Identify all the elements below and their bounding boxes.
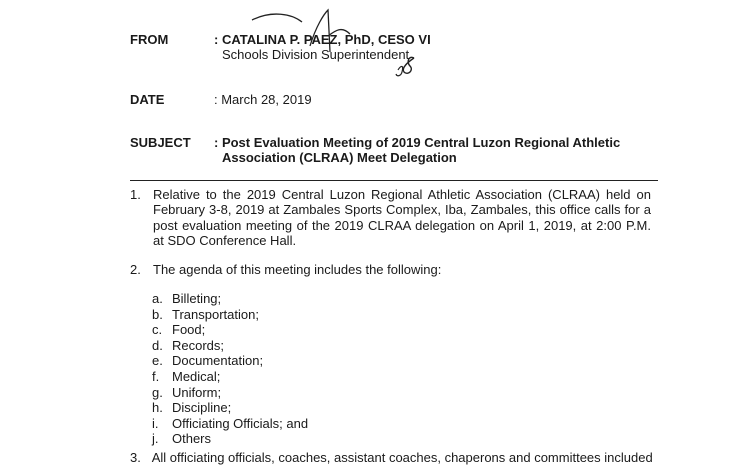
divider-rule: [130, 180, 658, 181]
list-item: [152, 307, 308, 323]
list-item-letter: h.: [152, 400, 163, 416]
paragraph-2-text: The agenda of this meeting includes the following:: [153, 262, 442, 277]
date-label: DATE: [130, 92, 165, 107]
date-value: : March 28, 2019: [214, 92, 312, 107]
list-item: [152, 416, 308, 432]
list-item: [152, 338, 308, 354]
subject-line-2: Association (CLRAA) Meet Delegation: [222, 150, 457, 165]
list-item: [152, 385, 308, 401]
paragraph-2-number: 2.: [130, 262, 141, 277]
list-item-letter: f.: [152, 368, 160, 384]
list-item-letter: i.: [152, 415, 159, 431]
list-item-text: Billeting;: [172, 291, 222, 306]
list-item: [152, 322, 308, 338]
agenda-list: [152, 291, 308, 447]
list-item-text: Medical;: [172, 368, 221, 384]
list-item-letter: e.: [152, 353, 163, 369]
list-item: [152, 400, 308, 416]
list-item: [152, 369, 308, 385]
list-item-letter: g.: [152, 384, 163, 400]
list-item-text: Transportation;: [172, 306, 259, 322]
list-item-letter: a.: [152, 291, 163, 306]
list-item-text: Food;: [172, 322, 206, 338]
list-item-text: Discipline;: [172, 400, 232, 416]
list-item-letter: c.: [152, 322, 163, 338]
list-item-letter: b.: [152, 306, 163, 322]
from-title: Schools Division Superintendent: [222, 47, 410, 62]
paragraph-3-text: All officiating officials, coaches, assistant coaches, chaperons and committees included: [151, 450, 653, 465]
list-item: [152, 291, 308, 307]
list-item-letter: d.: [152, 337, 163, 353]
list-item-letter: j.: [152, 431, 159, 447]
from-label: FROM: [130, 32, 169, 47]
paragraph-3-number: 3.: [130, 450, 141, 465]
list-item: [152, 431, 308, 447]
list-item-text: Uniform;: [172, 384, 222, 400]
subject-line-1: : Post Evaluation Meeting of 2019 Central Luzon Regional Athletic: [214, 135, 621, 150]
from-name: : CATALINA P. PAEZ, PhD, CESO VI: [214, 32, 431, 47]
list-item-text: Documentation;: [172, 353, 264, 369]
paragraph-1-text: Relative to the 2019 Central Luzon Regional Athletic Association (CLRAA) held on February 3-8, 2019 at Zambales Sports Complex, Iba, Zambales, this office calls for a post evaluation meeting of the 2019 CLRAA delegation on April 1, 2019, at 2:00 P.M. at SDO Conference Hall.: [153, 187, 651, 249]
subject-label: SUBJECT: [130, 135, 191, 150]
list-item: [152, 353, 308, 369]
list-item-text: Records;: [172, 337, 225, 353]
paragraph-1-number: 1.: [130, 187, 141, 202]
list-item-text: Officiating Officials; and: [172, 415, 309, 431]
list-item-text: Others: [172, 431, 212, 447]
